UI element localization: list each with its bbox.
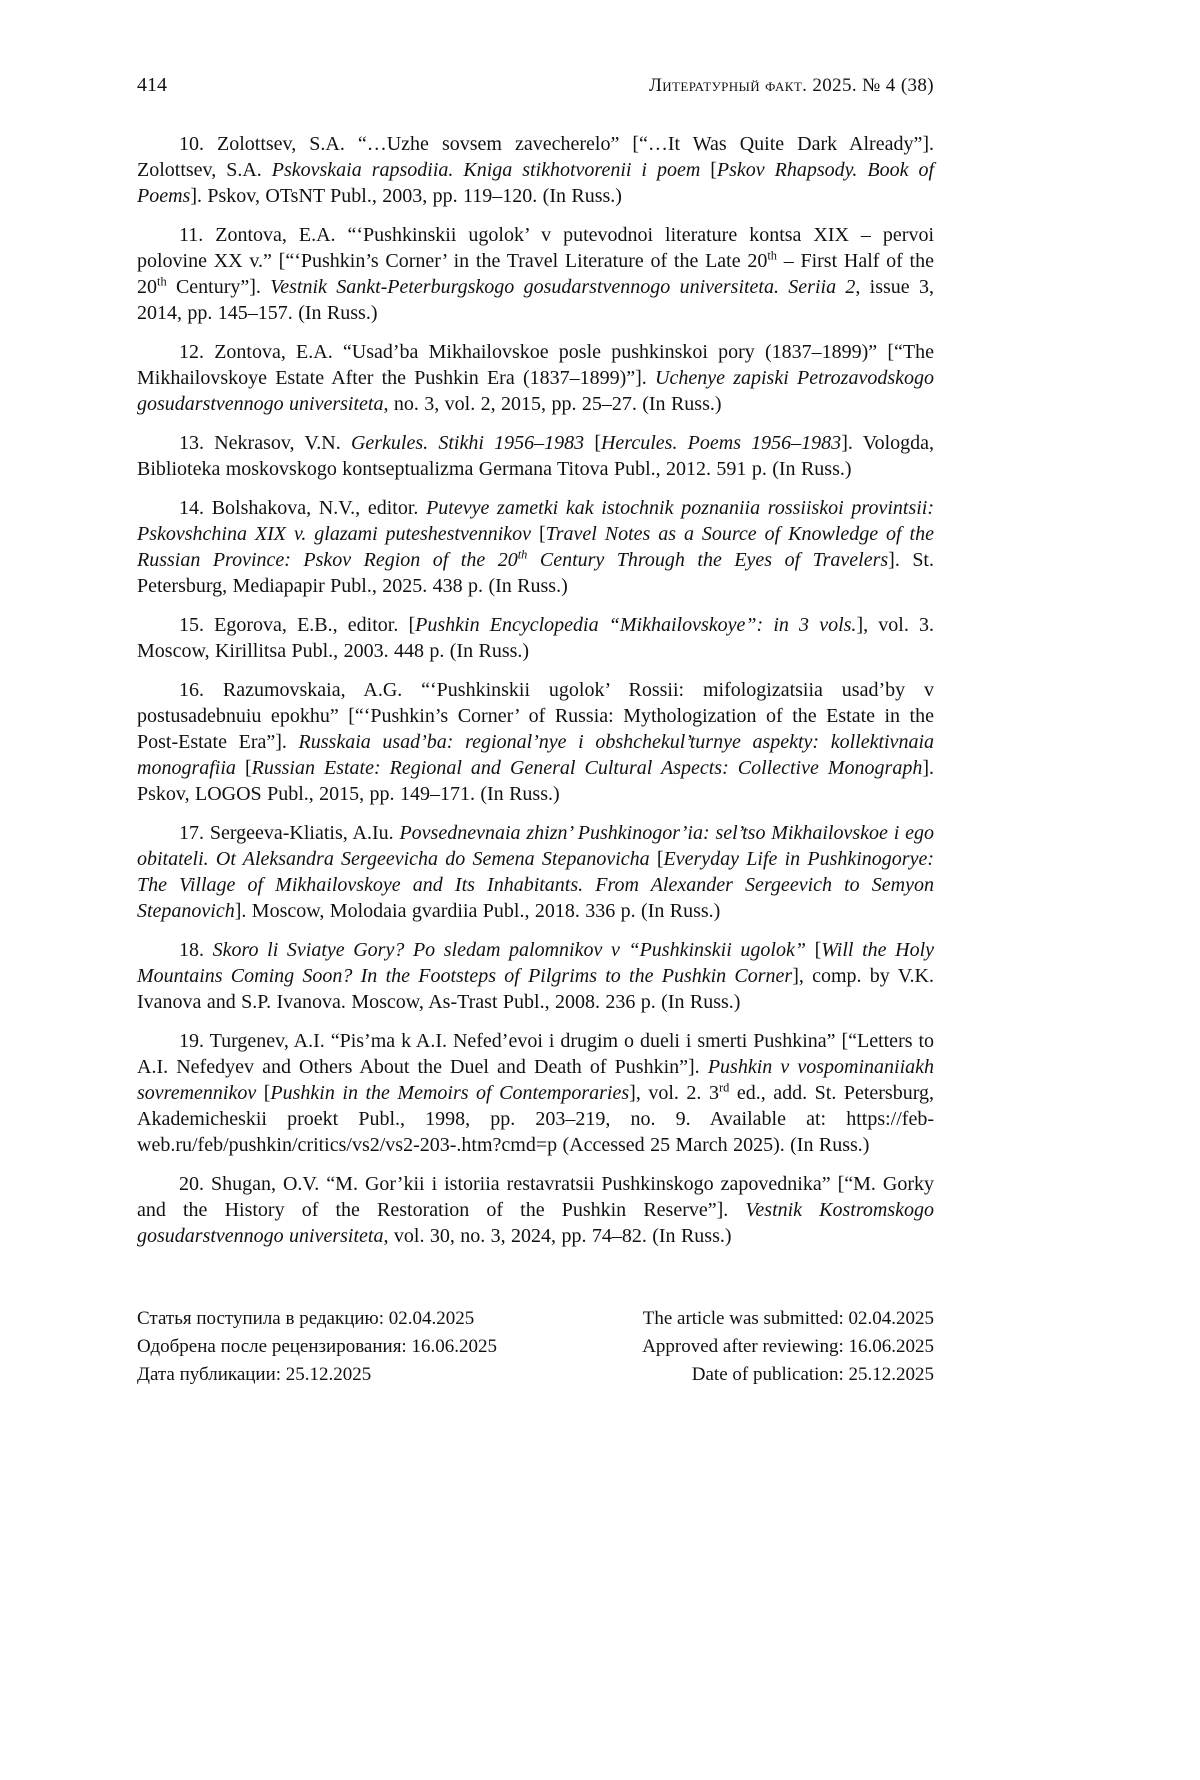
- reference-text-segment: Pskovskaia rapsodiia. Kniga stikhotvorenii i poem: [271, 159, 701, 181]
- reference-text-segment: 20. Shugan, O.V. “M. Gor’kii i istoriia restavratsii Pushkinskogo zapovednika” [“M. Gorky and the History of the Restoration of the Pushkin Reserve”].: [137, 1173, 934, 1221]
- reference-entry: [137, 1028, 934, 1158]
- reference-text-segment: Povsednevnaia zhizn’ Pushkinogor’ia: sel’tso Mikhailovskoe i ego obitateli. Ot Aleksandra Sergeevicha do Semena Stepanovicha: [137, 822, 935, 870]
- reference-entry: [137, 612, 934, 664]
- reference-entry: [137, 222, 934, 326]
- reference-text-segment: 17. Sergeeva-Kliatis, A.Iu.: [179, 822, 400, 844]
- reference-entry: [137, 937, 934, 1015]
- footer-approved-ru: Одобрена после рецензирования: 16.06.2025: [137, 1336, 497, 1357]
- reference-text-segment: ]. Moscow, Molodaia gvardiia Publ., 2018. 336 p. (In Russ.): [234, 900, 721, 922]
- reference-text-segment: Pskov Rhapsody. Book of Poems: [137, 159, 935, 207]
- footer-russian: [137, 1305, 497, 1389]
- reference-text-segment: ]. Pskov, OTsNT Publ., 2003, pp. 119–120. (In Russ.): [190, 185, 622, 207]
- footer-published-en: Date of publication: 25.12.2025: [691, 1364, 934, 1385]
- reference-text-segment: [: [256, 1082, 271, 1104]
- reference-text-segment: th: [767, 248, 777, 263]
- reference-text-segment: Putevye zametki kak istochnik poznaniia rossiiskoi provintsii: Pskovshchina XIX v. glazami puteshestvennikov: [137, 497, 934, 545]
- page-number: 414: [137, 74, 167, 96]
- reference-text-segment: th: [517, 547, 528, 562]
- reference-text-segment: Gerkules. Stikhi 1956–1983: [350, 432, 585, 454]
- reference-text-segment: ]. Vologda, Biblioteka moskovskogo kontseptualizma Germana Titova Publ., 2012. 591 p. (In Russ.): [137, 432, 934, 480]
- reference-entry: [137, 131, 934, 209]
- footer-published-ru: Дата публикации: 25.12.2025: [137, 1364, 372, 1385]
- reference-text-segment: [: [235, 757, 252, 779]
- reference-text-segment: [: [805, 939, 822, 961]
- reference-text-segment: ]. Pskov, LOGOS Publ., 2015, pp. 149–171. (In Russ.): [137, 757, 935, 805]
- reference-text-segment: Vestnik Kostromskogo gosudarstvennogo universiteta: [137, 1199, 935, 1247]
- reference-text-segment: 14. Bolshakova, N.V., editor.: [179, 497, 427, 519]
- reference-entry: [137, 430, 934, 482]
- reference-entry: [137, 1171, 934, 1249]
- reference-text-segment: 15. Egorova, E.B., editor. [: [179, 614, 416, 636]
- page-header: [137, 74, 934, 97]
- reference-text-segment: , no. 3, vol. 2, 2015, pp. 25–27. (In Russ.): [383, 393, 722, 415]
- reference-text-segment: Century”].: [166, 276, 271, 298]
- reference-text-segment: ], comp. by V.K. Ivanova and S.P. Ivanova. Moscow, As-Trast Publ., 2008. 236 p. (In Russ.): [137, 965, 934, 1013]
- reference-text-segment: Will the Holy Mountains Coming Soon? In the Footsteps of Pilgrims to the Pushkin Corner: [137, 939, 935, 987]
- reference-text-segment: Century Through the Eyes of Travelers: [527, 549, 889, 571]
- reference-text-segment: Travel Notes as a Source of Knowledge of the Russian Province: Pskov Region of the 20: [137, 523, 934, 571]
- footer-english: [642, 1305, 934, 1389]
- reference-text-segment: – First Half of the 20: [137, 250, 934, 298]
- reference-text-segment: Everyday Life in Pushkinogorye: The Village of Mikhailovskoye and Its Inhabitants. From Alexander Sergeevich to Semyon Stepanovich: [137, 848, 935, 922]
- reference-entry: [137, 495, 934, 599]
- reference-text-segment: 10. Zolottsev, S.A. “…Uzhe sovsem zavecherelo” [“…It Was Quite Dark Already”]. Zolottsev, S.A.: [137, 133, 934, 181]
- reference-text-segment: Skoro li Sviatye Gory? Po sledam palomnikov v “Pushkinskii ugolok”: [212, 939, 806, 961]
- reference-text-segment: Pushkin v vospominaniiakh sovremennikov: [137, 1056, 935, 1104]
- reference-text-segment: 18.: [179, 939, 213, 961]
- reference-text-segment: 13. Nekrasov, V.N.: [179, 432, 351, 454]
- reference-text-segment: [: [584, 432, 601, 454]
- reference-text-segment: Vestnik Sankt-Peterburgskogo gosudarstvennogo universiteta. Seriia 2: [270, 276, 856, 298]
- reference-text-segment: 16. Razumovskaia, A.G. “‘Pushkinskii ugolok’ Rossii: mifologizatsiia usad’by v postusadebnuiu epokhu” [“‘Pushkin’s Corner’ of Russia: Mythologization of the Estate in the Post-Estate Era”].: [137, 679, 934, 753]
- reference-text-segment: Pushkin in the Memoirs of Contemporaries: [270, 1082, 630, 1104]
- reference-text-segment: 11. Zontova, E.A. “‘Pushkinskii ugolok’ v putevodnoi literature kontsa XIX – pervoi polovine XX v.” [“‘Pushkin’s Corner’ in the Travel Literature of the Late 20: [137, 224, 934, 272]
- reference-text-segment: rd: [718, 1080, 730, 1095]
- references-list: [137, 131, 934, 1249]
- reference-text-segment: [: [649, 848, 664, 870]
- journal-title: Литературный факт. 2025. № 4 (38): [649, 75, 934, 96]
- reference-text-segment: 19. Turgenev, A.I. “Pis’ma k A.I. Nefed’evoi i drugim o dueli i smerti Pushkina” [“Letters to A.I. Nefedyev and Others About the Duel and Death of Pushkin”].: [137, 1030, 934, 1078]
- page-footer: [137, 1305, 934, 1389]
- reference-text-segment: Pushkin Encyclopedia “Mikhailovskoye”: in 3 vols.: [415, 614, 857, 636]
- reference-text-segment: Russian Estate: Regional and General Cultural Aspects: Collective Monograph: [251, 757, 923, 779]
- reference-text-segment: [: [700, 159, 717, 181]
- reference-text-segment: , issue 3, 2014, pp. 145–157. (In Russ.): [137, 276, 934, 324]
- reference-text-segment: ], vol. 2. 3: [629, 1082, 719, 1104]
- reference-text-segment: , vol. 30, no. 3, 2024, pp. 74–82. (In Russ.): [383, 1225, 732, 1247]
- reference-entry: [137, 820, 934, 924]
- reference-text-segment: 12. Zontova, E.A. “Usad’ba Mikhailovskoe posle pushkinskoi pory (1837–1899)” [“The Mikhailovskoye Estate After the Pushkin Era (1837–1899)”].: [137, 341, 934, 389]
- footer-submitted-en: The article was submitted: 02.04.2025: [642, 1308, 934, 1329]
- reference-text-segment: Russkaia usad’ba: regional’nye i obshchekul’turnye aspekty: kollektivnaia monografiia: [137, 731, 934, 779]
- footer-submitted-ru: Статья поступила в редакцию: 02.04.2025: [137, 1308, 475, 1329]
- footer-approved-en: Approved after reviewing: 16.06.2025: [642, 1336, 934, 1357]
- reference-entry: [137, 677, 934, 807]
- reference-entry: [137, 339, 934, 417]
- reference-text-segment: ], vol. 3. Moscow, Kirillitsa Publ., 2003. 448 p. (In Russ.): [137, 614, 934, 662]
- reference-text-segment: ]. St. Petersburg, Mediapapir Publ., 2025. 438 p. (In Russ.): [137, 549, 934, 597]
- reference-text-segment: Uchenye zapiski Petrozavodskogo gosudarstvennogo universiteta: [137, 367, 934, 415]
- reference-text-segment: [: [531, 523, 546, 545]
- reference-text-segment: Hercules. Poems 1956–1983: [600, 432, 842, 454]
- reference-text-segment: ed., add. St. Petersburg, Akademicheskii proekt Publ., 1998, pp. 203–219, no. 9. Available at: https://feb-web.ru/feb/pushkin/critics/vs2/vs2-203-.htm?cmd=p (Accessed 25 March 2025). (In Russ.): [137, 1082, 935, 1156]
- reference-text-segment: th: [157, 274, 167, 289]
